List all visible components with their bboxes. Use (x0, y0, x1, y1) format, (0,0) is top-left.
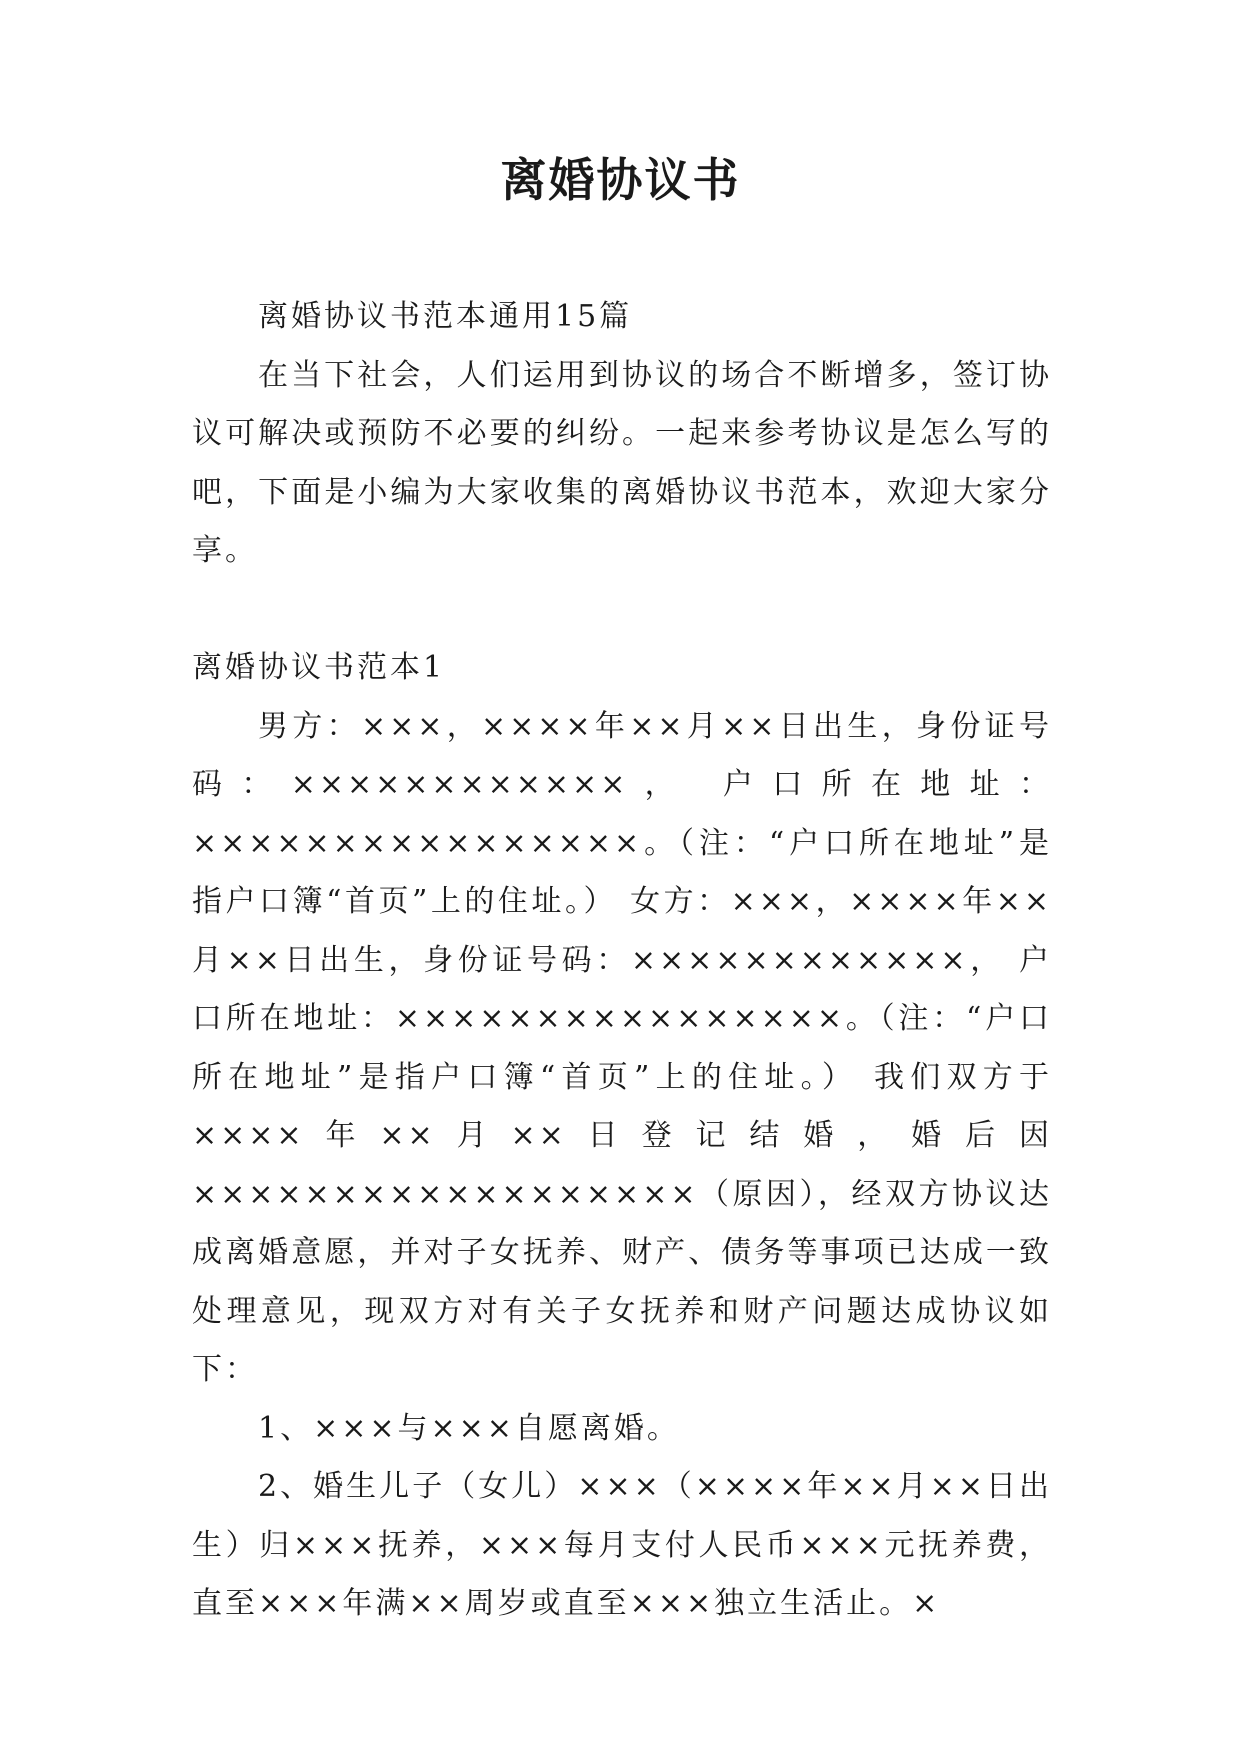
paragraph-spacer (192, 581, 1052, 640)
intro-paragraph: 在当下社会，人们运用到协议的场合不断增多，签订协议可解决或预防不必要的纠纷。一起来参考协议是怎么写的吧，下面是小编为大家收集的离婚协议书范本，欢迎大家分享。 (192, 357, 1052, 568)
clause-2: 2、婚生儿子（女儿）×××（××××年××月××日出生）归×××抚养，×××每月支付人民币×××元抚养费，直至×××年满××周岁或直至×××独立生活止。× (192, 1469, 1052, 1621)
document-title: 离婚协议书 (500, 153, 741, 207)
document-body (192, 288, 1052, 1634)
section-heading: 离婚协议书范本1 (192, 650, 446, 685)
clause-1: 1、×××与×××自愿离婚。 (258, 1410, 680, 1446)
document-subtitle: 离婚协议书范本通用15篇 (258, 299, 633, 334)
party-paragraph: 男方：×××，××××年××月××日出生，身份证号码：××××××××××××， 户口所在地址：××××××××××××××××。（注：“户口所在地址”是指户口簿“首页”上的住址。） 女方：×××，××××年××月××日出生，身份证号码：××××××××××××， 户口所在地址：××××××××××××××××。（注：“户口所在地址”是指户口簿“首页”上的住址。） 我们双方于××××年××月××日登记结婚，婚后因××××××××××××××××××（原因），经双方协议达成离婚意愿，并对子女抚养、财产、债务等事项已达成一致处理意见，现双方对有关子女抚养和财产问题达成协议如下： (192, 708, 1052, 1387)
